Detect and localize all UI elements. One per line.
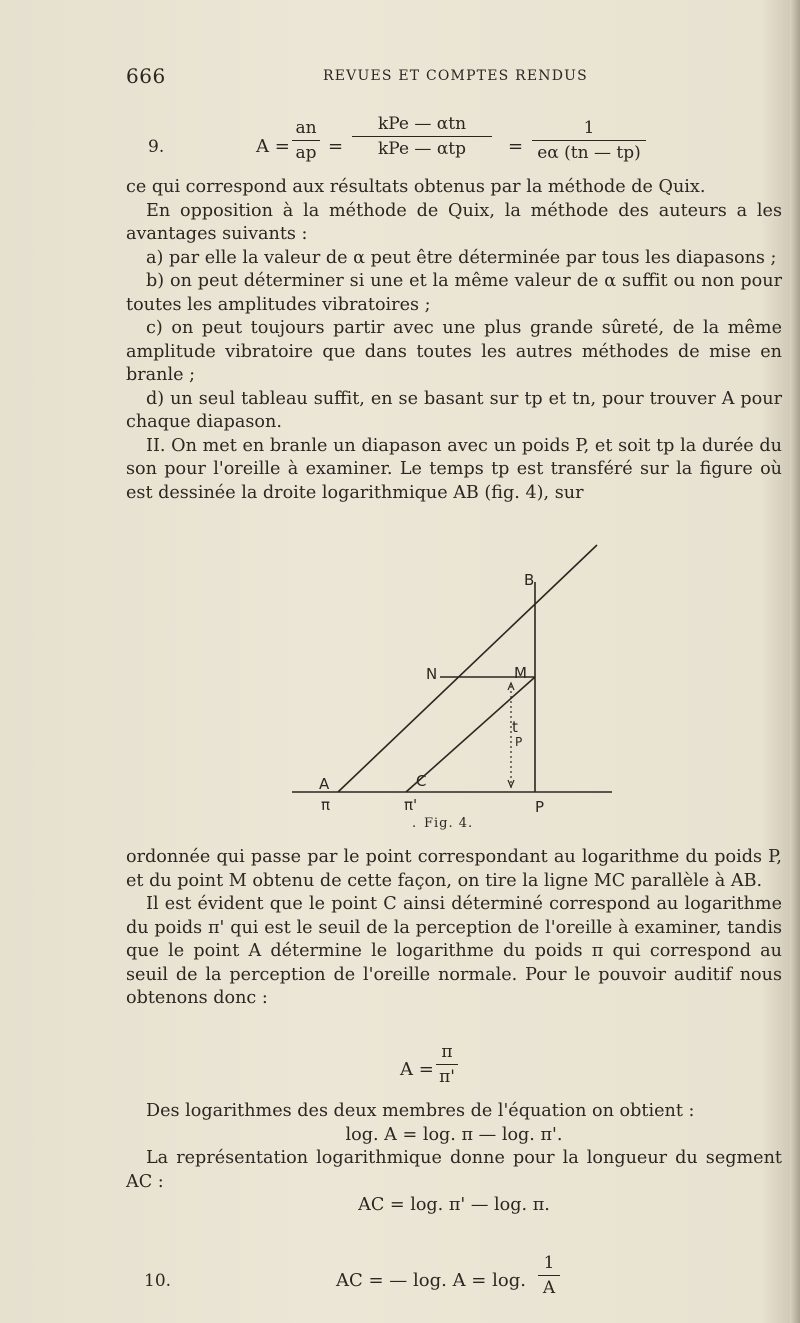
line-ab — [338, 545, 597, 792]
equation-label: 9. — [148, 137, 165, 157]
label-a: A — [319, 775, 330, 793]
body-text-3 — [126, 1100, 782, 1218]
fraction-numerator: kPe — αtn — [377, 114, 467, 134]
paragraph: ordonnée qui passe par le point correspondant au logarithme du poids P, et du point M obtenu de cette façon, on tire la ligne MC parallèle à AB. — [126, 847, 782, 891]
fraction-denominator: eα (tn — tp) — [537, 143, 641, 163]
page-number: 666 — [126, 64, 166, 88]
label-c: C — [416, 772, 427, 790]
running-head: REVUES ET COMPTES RENDUS — [323, 68, 588, 84]
label-pi-prime: π' — [404, 796, 418, 814]
paragraph: Il est évident que le point C ainsi déterminé correspond au logarithme du poids π' qui est le seuil de la perception de l'oreille à examiner, tandis que le point A détermine le logarithme du poids π qui correspond au seuil de la perception de l'oreille normale. Pour le pouvoir auditif nous obtenons donc : — [126, 894, 782, 1008]
paragraph: II. On met en branle un diapason avec un poids P, et soit tp la durée du son pour l'oreille à examiner. Le temps tp est transféré sur la figure où est dessinée la droite logarithmique AB (fig. 4), sur — [126, 435, 782, 503]
label-b: B — [524, 571, 535, 589]
label-p-subscript: P — [515, 735, 523, 749]
caption-dot: . — [412, 816, 417, 831]
equation-label: 10. — [144, 1271, 172, 1291]
fraction-numerator: 1 — [583, 118, 595, 138]
fraction-numerator: 1 — [543, 1253, 555, 1273]
label-pi: π — [321, 796, 331, 814]
paragraph: Des logarithmes des deux membres de l'équation on obtient : — [146, 1101, 695, 1121]
equals-sign: = — [328, 136, 344, 157]
paragraph: En opposition à la méthode de Quix, la méthode des auteurs a les avantages suivants : — [126, 200, 782, 244]
paragraph: d) un seul tableau suffit, en se basant sur tp et tn, pour trouver A pour chaque diapason. — [126, 388, 782, 432]
equation-log: log. A = log. π — log. π'. — [345, 1124, 563, 1145]
body-text-2 — [126, 846, 782, 1011]
fraction-numerator: π — [441, 1042, 453, 1062]
paragraph: La représentation logarithmique donne pour la longueur du segment AC : — [126, 1148, 782, 1192]
label-t: t — [512, 718, 518, 736]
equation-ac: AC = log. π' — log. π. — [358, 1195, 550, 1215]
fraction-one-over-a — [538, 1253, 560, 1298]
fraction-denominator: A — [542, 1278, 556, 1298]
label-m: M — [514, 664, 527, 682]
paragraph: b) on peut déterminer si une et la même valeur de α suffit ou non pour toutes les amplitudes vibratoires ; — [126, 271, 782, 315]
paragraph: c) on peut toujours partir avec une plus grande sûreté, de la même amplitude vibratoire que dans toutes les autres méthodes de mise en branle ; — [126, 318, 782, 385]
fraction-bar — [538, 1275, 560, 1276]
equation-lhs: AC = — log. A = log. — [336, 1270, 526, 1291]
fraction-denominator: kPe — αtp — [377, 139, 467, 159]
paragraph: a) par elle la valeur de α peut être déterminée par tous les diapasons ; — [146, 247, 777, 268]
fraction-pi — [436, 1042, 458, 1087]
equation-lhs: A = — [256, 136, 290, 157]
figure-caption: Fig. 4. — [424, 816, 474, 831]
equation-lhs: A = — [400, 1059, 434, 1080]
label-n: N — [426, 665, 438, 683]
fraction-denominator: ap — [295, 143, 317, 163]
fraction-bar — [436, 1064, 458, 1065]
fraction-numerator: an — [295, 118, 317, 138]
label-p: P — [535, 798, 545, 816]
equals-sign: = — [508, 136, 524, 157]
fraction-denominator: π' — [439, 1067, 455, 1087]
paragraph: ce qui correspond aux résultats obtenus par la méthode de Quix. — [126, 177, 706, 197]
